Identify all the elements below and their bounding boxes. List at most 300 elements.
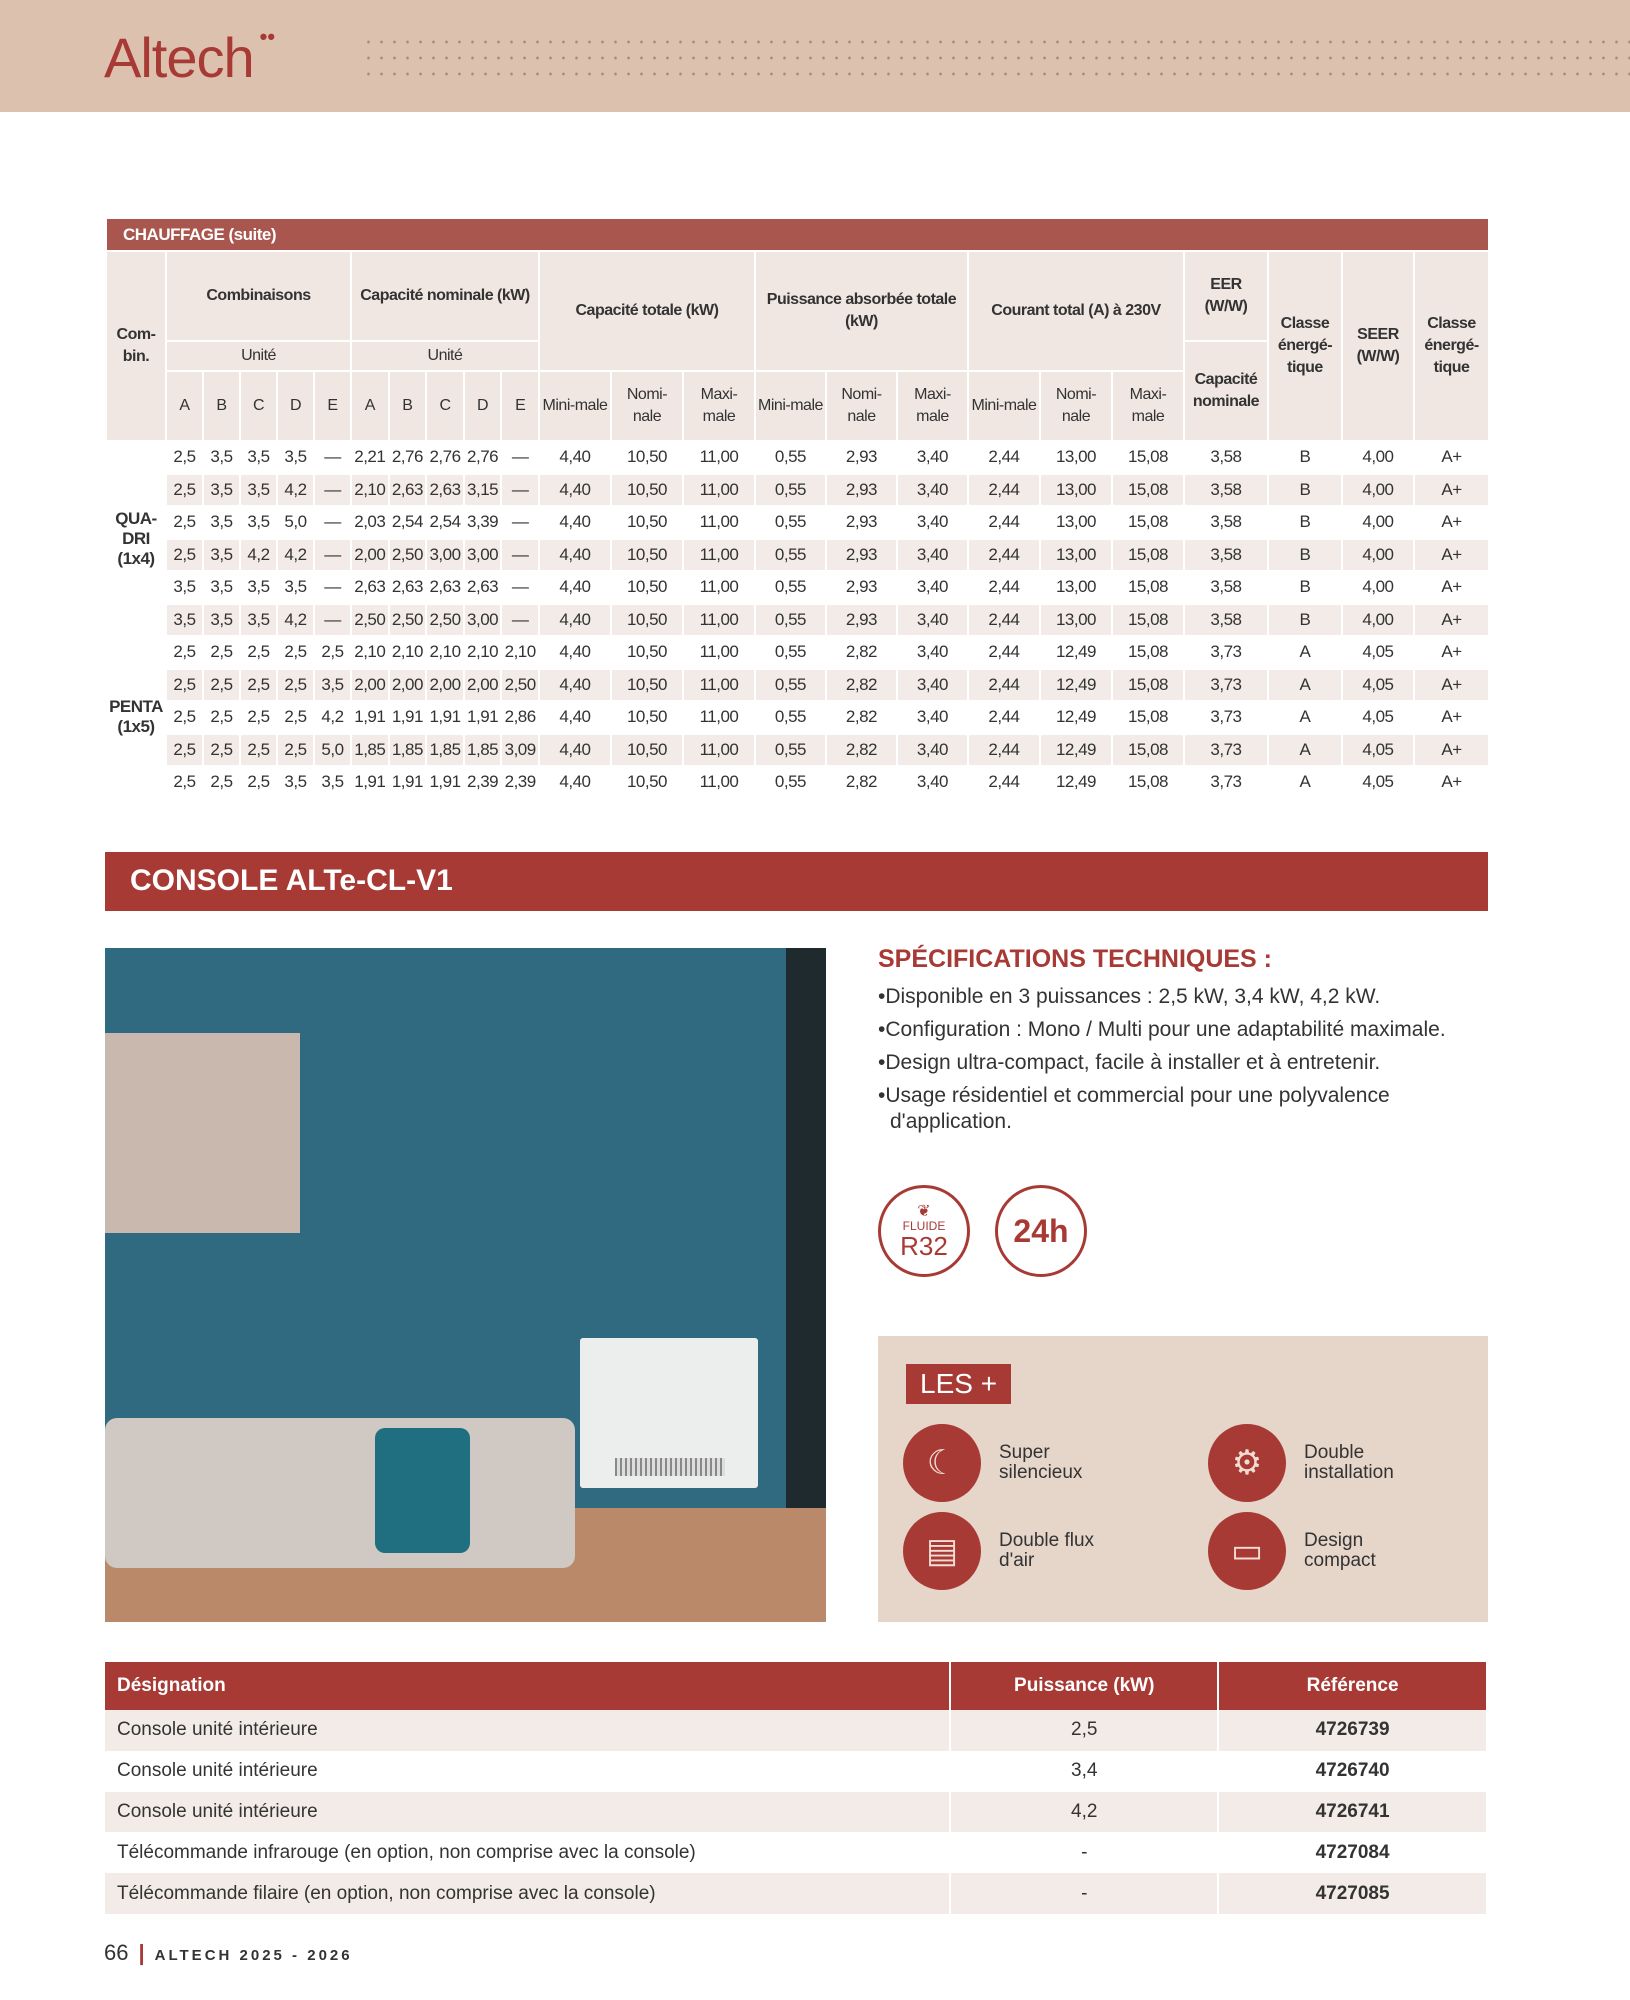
product-photo (105, 948, 826, 1622)
table-cell: 4,2 (240, 539, 277, 572)
table-cell: 3,5 (240, 474, 277, 507)
table-cell: 2,10 (464, 636, 502, 669)
table-cell: 4,00 (1342, 604, 1414, 637)
table-cell: 15,08 (1112, 571, 1184, 604)
table-cell: 3,73 (1184, 701, 1268, 734)
unite-label: Unité (351, 341, 539, 371)
table-cell: 11,00 (683, 571, 755, 604)
table-cell: 3,5 (166, 604, 203, 637)
table-cell: 2,50 (351, 604, 389, 637)
badge-r32-text: R32 (900, 1230, 948, 1261)
table-cell: 0,55 (755, 734, 826, 767)
table-cell: A+ (1414, 669, 1489, 702)
table-cell: — (314, 539, 351, 572)
table-cell: 4,40 (539, 571, 611, 604)
console-unit (580, 1338, 758, 1488)
product-banner: CONSOLE ALTe-CL-V1 (105, 852, 1488, 911)
heating-spec-table (105, 217, 1490, 800)
table-cell: 1,85 (464, 734, 502, 767)
table-row (105, 1710, 1487, 1751)
table-cell: 2,5 (203, 766, 240, 799)
table-cell: 13,00 (1040, 539, 1112, 572)
table-cell: 4,40 (539, 701, 611, 734)
table-cell: 2,5 (166, 734, 203, 767)
table-cell: A+ (1414, 734, 1489, 767)
table-cell: 4,40 (539, 441, 611, 474)
table-cell: 15,08 (1112, 539, 1184, 572)
table-cell: 3,40 (897, 441, 968, 474)
designation-cell: Console unité intérieure (105, 1751, 950, 1792)
table-cell: 10,50 (611, 539, 683, 572)
table-cell: 10,50 (611, 441, 683, 474)
table-row (105, 1792, 1487, 1833)
range-col: Nomi-nale (826, 371, 897, 441)
table-cell: 10,50 (611, 506, 683, 539)
reference-cell: 4726741 (1218, 1792, 1487, 1833)
table-cell: A+ (1414, 571, 1489, 604)
table-cell: A (1268, 734, 1342, 767)
table-cell: 5,0 (277, 506, 314, 539)
table-cell: B (1268, 539, 1342, 572)
table-cell: 12,49 (1040, 636, 1112, 669)
range-col: Mini-male (968, 371, 1040, 441)
table-cell: 3,58 (1184, 571, 1268, 604)
table-cell: 4,40 (539, 474, 611, 507)
feature-label: Super silencieux (999, 1442, 1083, 1483)
table-cell: 4,00 (1342, 506, 1414, 539)
table-cell: B (1268, 506, 1342, 539)
table-cell: 3,5 (277, 571, 314, 604)
feature-double-installation (1208, 1424, 1434, 1502)
unit-col: A (166, 371, 203, 441)
table-cell: 2,5 (203, 636, 240, 669)
table-cell: 2,5 (240, 766, 277, 799)
table-cell: 13,00 (1040, 604, 1112, 637)
table-cell: 13,00 (1040, 474, 1112, 507)
spec-item: •Design ultra-compact, facile à installer et à entretenir. (878, 1051, 1381, 1074)
table-cell: 2,5 (166, 636, 203, 669)
table-cell: 4,00 (1342, 539, 1414, 572)
table-cell: 2,50 (389, 604, 427, 637)
table-row (105, 1873, 1487, 1914)
table-cell: 2,93 (826, 474, 897, 507)
table-row (105, 1751, 1487, 1792)
table-cell: 2,44 (968, 701, 1040, 734)
table-cell: A+ (1414, 539, 1489, 572)
table-cell: 3,5 (240, 604, 277, 637)
table-cell: 15,08 (1112, 734, 1184, 767)
table-cell: 3,73 (1184, 669, 1268, 702)
table-cell: 3,00 (426, 539, 464, 572)
designation-cell: Console unité intérieure (105, 1710, 950, 1751)
leaf-icon: ❦ (917, 1202, 931, 1220)
table-cell: 0,55 (755, 506, 826, 539)
header-band (0, 0, 1630, 112)
page-number: 66 (104, 1940, 129, 1965)
table-cell: 1,85 (351, 734, 389, 767)
table-cell: 2,76 (464, 441, 502, 474)
table-cell: 2,44 (968, 604, 1040, 637)
table-cell: 11,00 (683, 734, 755, 767)
table-cell: 3,73 (1184, 636, 1268, 669)
table-cell: 3,40 (897, 701, 968, 734)
table-cell: 4,05 (1342, 766, 1414, 799)
table-cell: 2,5 (277, 734, 314, 767)
table-cell: 4,00 (1342, 474, 1414, 507)
moon-icon: ☾ (903, 1424, 981, 1502)
group-label: PENTA (1x5) (106, 636, 166, 799)
table-cell: 2,93 (826, 441, 897, 474)
table-cell: B (1268, 474, 1342, 507)
table-cell: 2,10 (351, 474, 389, 507)
table-cell: 12,49 (1040, 701, 1112, 734)
table-cell: A+ (1414, 441, 1489, 474)
table-cell: 11,00 (683, 604, 755, 637)
table-cell: 1,85 (426, 734, 464, 767)
col-reference: Référence (1218, 1662, 1487, 1710)
table-cell: 3,5 (203, 441, 240, 474)
specs-title: SPÉCIFICATIONS TECHNIQUES : (878, 945, 1273, 973)
table-cell: 3,58 (1184, 604, 1268, 637)
table-cell: — (314, 604, 351, 637)
table-cell: 4,40 (539, 766, 611, 799)
table-cell: 2,5 (240, 701, 277, 734)
table-cell: 3,40 (897, 669, 968, 702)
table-cell: 2,5 (240, 636, 277, 669)
table-row (106, 636, 1489, 669)
col-combin: Com-bin. (106, 251, 166, 441)
unit-col: B (389, 371, 427, 441)
table-cell: 2,93 (826, 506, 897, 539)
power-cell: 2,5 (950, 1710, 1218, 1751)
table-cell: 2,82 (826, 669, 897, 702)
table-cell: 10,50 (611, 734, 683, 767)
footer: 66 | ALTECH 2025 - 2026 (104, 1940, 353, 1965)
table-cell: 2,86 (501, 701, 539, 734)
table-row (106, 701, 1489, 734)
col-eer: EER (W/W) (1184, 251, 1268, 341)
unit-col: D (464, 371, 502, 441)
table-cell: 2,10 (351, 636, 389, 669)
table-cell: 1,91 (351, 766, 389, 799)
table-cell: 2,10 (501, 636, 539, 669)
table-cell: 11,00 (683, 506, 755, 539)
table-cell: B (1268, 604, 1342, 637)
table-cell: 3,5 (314, 669, 351, 702)
table-cell: 2,82 (826, 734, 897, 767)
table-cell: A (1268, 669, 1342, 702)
table-cell: 4,40 (539, 669, 611, 702)
table-cell: 3,73 (1184, 766, 1268, 799)
gear-icon: ⚙ (1208, 1424, 1286, 1502)
table-cell: 12,49 (1040, 669, 1112, 702)
table-cell: 2,50 (389, 539, 427, 572)
table-cell: A+ (1414, 636, 1489, 669)
table-cell: 2,10 (389, 636, 427, 669)
table-cell: 3,58 (1184, 539, 1268, 572)
table-cell: 2,5 (166, 474, 203, 507)
spec-item: •Usage résidentiel et commercial pour une polyvalence d'application. (878, 1084, 1390, 1133)
table-cell: — (501, 441, 539, 474)
24h-badge-icon: 24h (995, 1185, 1087, 1277)
table-cell: 0,55 (755, 604, 826, 637)
table-cell: 3,15 (464, 474, 502, 507)
feature-label: Design compact (1304, 1530, 1376, 1571)
table-cell: 2,44 (968, 734, 1040, 767)
table-cell: 3,5 (240, 571, 277, 604)
table-cell: 2,5 (166, 506, 203, 539)
table-cell: 2,82 (826, 701, 897, 734)
compact-icon: ▭ (1208, 1512, 1286, 1590)
table-cell: 3,40 (897, 474, 968, 507)
table-cell: 13,00 (1040, 506, 1112, 539)
table-cell: — (314, 441, 351, 474)
table-cell: 2,00 (426, 669, 464, 702)
table-cell: 1,91 (389, 766, 427, 799)
feature-label: Double flux d'air (999, 1530, 1095, 1571)
table-cell: 2,5 (240, 669, 277, 702)
col-capacite-nominale: Capacité nominale (kW) (351, 251, 539, 341)
table-cell: 15,08 (1112, 766, 1184, 799)
table-cell: 2,76 (389, 441, 427, 474)
unit-col: E (314, 371, 351, 441)
table-cell: A (1268, 636, 1342, 669)
table-cell: 2,5 (166, 441, 203, 474)
table-cell: 13,00 (1040, 441, 1112, 474)
table-cell: 15,08 (1112, 669, 1184, 702)
wall-art (105, 1033, 300, 1233)
table-cell: 3,73 (1184, 734, 1268, 767)
table-cell: 4,40 (539, 506, 611, 539)
table-cell: 3,5 (166, 571, 203, 604)
table-cell: 3,5 (203, 506, 240, 539)
unit-col: C (240, 371, 277, 441)
table-cell: 3,40 (897, 539, 968, 572)
table-cell: 2,21 (351, 441, 389, 474)
table-cell: — (501, 604, 539, 637)
table-cell: 3,40 (897, 734, 968, 767)
table-title: CHAUFFAGE (suite) (106, 218, 1489, 251)
table-cell: 2,00 (389, 669, 427, 702)
table-cell: 2,82 (826, 766, 897, 799)
table-cell: 3,40 (897, 604, 968, 637)
table-cell: 2,5 (166, 701, 203, 734)
table-cell: 3,40 (897, 766, 968, 799)
table-cell: 2,5 (240, 734, 277, 767)
table-cell: 0,55 (755, 766, 826, 799)
table-row (106, 539, 1489, 572)
table-cell: 2,5 (166, 669, 203, 702)
table-cell: 10,50 (611, 571, 683, 604)
col-eer-capacite: Capacité nominale (1184, 341, 1268, 441)
table-cell: 11,00 (683, 539, 755, 572)
table-cell: 4,00 (1342, 441, 1414, 474)
table-cell: 2,5 (166, 539, 203, 572)
table-row (106, 734, 1489, 767)
col-seer: SEER (W/W) (1342, 251, 1414, 441)
les-plus-tag: LES + (906, 1364, 1011, 1404)
table-cell: 3,5 (240, 441, 277, 474)
table-cell: 3,58 (1184, 441, 1268, 474)
table-cell: 10,50 (611, 474, 683, 507)
table-cell: 1,85 (389, 734, 427, 767)
table-cell: 11,00 (683, 474, 755, 507)
range-col: Maxi-male (1112, 371, 1184, 441)
table-cell: 0,55 (755, 441, 826, 474)
range-col: Nomi-nale (1040, 371, 1112, 441)
table-cell: B (1268, 441, 1342, 474)
table-cell: 3,40 (897, 571, 968, 604)
col-combinaisons: Combinaisons (166, 251, 351, 341)
table-cell: — (501, 506, 539, 539)
table-cell: A+ (1414, 506, 1489, 539)
reference-cell: 4726739 (1218, 1710, 1487, 1751)
table-cell: 15,08 (1112, 636, 1184, 669)
table-cell: 1,91 (389, 701, 427, 734)
table-cell: 3,5 (203, 539, 240, 572)
table-cell: 2,93 (826, 539, 897, 572)
unit-col: D (277, 371, 314, 441)
table-row (106, 441, 1489, 474)
table-cell: A+ (1414, 701, 1489, 734)
table-cell: 3,40 (897, 636, 968, 669)
table-cell: A+ (1414, 474, 1489, 507)
table-row (106, 474, 1489, 507)
table-row (106, 506, 1489, 539)
table-cell: 5,0 (314, 734, 351, 767)
table-cell: 3,5 (240, 506, 277, 539)
table-cell: A (1268, 766, 1342, 799)
table-cell: B (1268, 571, 1342, 604)
table-cell: 1,91 (351, 701, 389, 734)
table-cell: — (501, 539, 539, 572)
table-cell: 2,63 (389, 474, 427, 507)
table-cell: 3,58 (1184, 474, 1268, 507)
table-cell: 4,05 (1342, 669, 1414, 702)
table-cell: 1,91 (464, 701, 502, 734)
table-cell: 4,00 (1342, 571, 1414, 604)
table-cell: — (314, 571, 351, 604)
col-capacite-totale: Capacité totale (kW) (539, 251, 755, 371)
table-cell: — (501, 571, 539, 604)
designation-cell: Télécommande infrarouge (en option, non comprise avec la console) (105, 1832, 950, 1873)
table-cell: A+ (1414, 604, 1489, 637)
table-cell: 13,00 (1040, 571, 1112, 604)
spec-item: •Disponible en 3 puissances : 2,5 kW, 3,4 kW, 4,2 kW. (878, 985, 1381, 1008)
designation-cell: Console unité intérieure (105, 1792, 950, 1833)
table-cell: 2,39 (464, 766, 502, 799)
table-cell: 15,08 (1112, 506, 1184, 539)
table-cell: 2,5 (203, 734, 240, 767)
table-cell: 3,5 (203, 604, 240, 637)
col-puissance: Puissance absorbée totale (kW) (755, 251, 968, 371)
table-cell: 12,49 (1040, 766, 1112, 799)
col-classe-2: Classe énergé-tique (1414, 251, 1489, 441)
table-cell: 15,08 (1112, 604, 1184, 637)
range-col: Maxi-male (683, 371, 755, 441)
footer-text: ALTECH 2025 - 2026 (154, 1947, 353, 1964)
table-cell: 2,63 (426, 474, 464, 507)
table-cell: 3,5 (277, 766, 314, 799)
table-row (105, 1832, 1487, 1873)
table-cell: 2,5 (277, 701, 314, 734)
power-cell: - (950, 1832, 1218, 1873)
table-cell: — (314, 474, 351, 507)
logo-dots-icon: •• (259, 24, 276, 49)
table-cell: 2,5 (166, 766, 203, 799)
unit-col: B (203, 371, 240, 441)
table-cell: 4,40 (539, 604, 611, 637)
altech-logo-group (104, 26, 275, 90)
table-cell: 2,44 (968, 506, 1040, 539)
table-cell: 12,49 (1040, 734, 1112, 767)
table-cell: 10,50 (611, 766, 683, 799)
feature-design-compact (1208, 1512, 1434, 1590)
table-cell: 2,44 (968, 669, 1040, 702)
dot-pattern (362, 34, 1630, 82)
power-cell: 3,4 (950, 1751, 1218, 1792)
table-cell: 15,08 (1112, 474, 1184, 507)
table-cell: 2,00 (351, 669, 389, 702)
range-col: Nomi-nale (611, 371, 683, 441)
table-cell: 15,08 (1112, 441, 1184, 474)
table-cell: 2,63 (351, 571, 389, 604)
table-cell: 11,00 (683, 636, 755, 669)
table-cell: 11,00 (683, 766, 755, 799)
table-cell: 2,76 (426, 441, 464, 474)
table-cell: 2,50 (501, 669, 539, 702)
table-cell: 10,50 (611, 701, 683, 734)
table-cell: 3,00 (464, 604, 502, 637)
table-cell: 2,93 (826, 571, 897, 604)
table-cell: 2,5 (314, 636, 351, 669)
unite-label: Unité (166, 341, 351, 371)
table-cell: 3,00 (464, 539, 502, 572)
table-cell: 4,40 (539, 734, 611, 767)
table-cell: 2,44 (968, 766, 1040, 799)
table-cell: 0,55 (755, 539, 826, 572)
range-col: Mini-male (755, 371, 826, 441)
col-courant: Courant total (A) à 230V (968, 251, 1184, 371)
table-cell: 2,63 (464, 571, 502, 604)
table-cell: 2,44 (968, 441, 1040, 474)
table-cell: 0,55 (755, 571, 826, 604)
table-cell: 3,5 (203, 474, 240, 507)
airflow-icon: ▤ (903, 1512, 981, 1590)
fluide-r32-badge-icon (878, 1185, 970, 1277)
table-cell: 0,55 (755, 669, 826, 702)
table-cell: 2,82 (826, 636, 897, 669)
reference-cell: 4726740 (1218, 1751, 1487, 1792)
table-cell: 4,2 (277, 474, 314, 507)
table-cell: 3,58 (1184, 506, 1268, 539)
table-cell: A+ (1414, 766, 1489, 799)
table-cell: 2,44 (968, 636, 1040, 669)
table-row (106, 766, 1489, 799)
blanket (375, 1428, 470, 1553)
table-cell: 0,55 (755, 701, 826, 734)
table-cell: 11,00 (683, 669, 755, 702)
spec-item: •Configuration : Mono / Multi pour une adaptabilité maximale. (878, 1018, 1446, 1041)
table-cell: 4,2 (277, 539, 314, 572)
table-cell: 0,55 (755, 636, 826, 669)
table-cell: 3,40 (897, 506, 968, 539)
table-cell: 3,5 (203, 571, 240, 604)
table-cell: 4,2 (277, 604, 314, 637)
table-cell: 15,08 (1112, 701, 1184, 734)
specifications (878, 945, 1488, 1142)
table-cell: 2,5 (277, 669, 314, 702)
